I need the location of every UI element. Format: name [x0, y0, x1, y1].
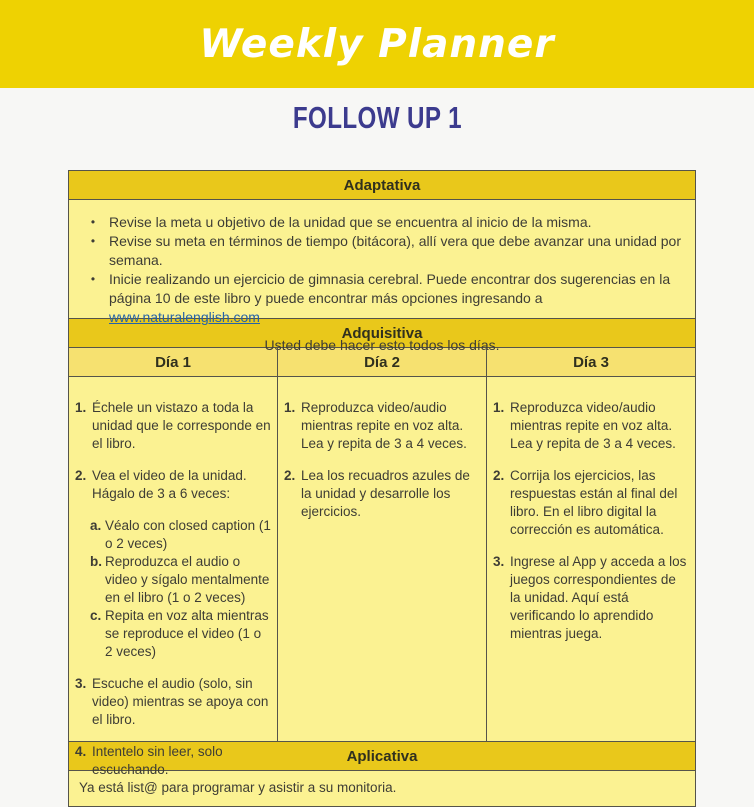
- daily-reminder-note: Usted debe hacer esto todos los días.: [264, 337, 500, 353]
- section-header-adaptativa: Adaptativa: [69, 171, 695, 200]
- day-header-row: [69, 348, 695, 377]
- task-item: [284, 467, 480, 521]
- task-text: Repita en voz alta mientras se reproduce el video (1 o 2 veces): [105, 608, 269, 659]
- bullet-text-pre: Inicie realizando un ejercicio de gimnasia cerebral. Puede encontrar dos sugerencias en la página 10 de este libro y puede encontrar más opciones ingresando a: [109, 271, 671, 306]
- bullet-item: [81, 213, 683, 232]
- day-2-column: [278, 377, 487, 741]
- task-item: [75, 553, 271, 607]
- task-marker: 2.: [75, 468, 87, 483]
- task-item: [75, 607, 271, 661]
- task-marker: 1.: [75, 400, 87, 415]
- task-text: Escuche el audio (solo, sin video) mientras se apoya con el libro.: [92, 676, 269, 727]
- task-marker: 2.: [493, 468, 505, 483]
- bullet-item: [81, 232, 683, 270]
- day-2-header: Día 2: [278, 348, 487, 376]
- task-item: [75, 743, 271, 779]
- task-text: Ingrese al App y acceda a los juegos correspondientes de la unidad. Aquí está verificando lo aprendido mientras juega.: [510, 554, 687, 641]
- day-1-column: [69, 377, 278, 777]
- task-marker: 4.: [75, 744, 87, 759]
- bullet-icon: •: [90, 215, 96, 229]
- task-text: Échele un vistazo a toda la unidad que le corresponde en el libro.: [92, 400, 271, 451]
- task-text: Reproduzca video/audio mientras repite en voz alta. Lea y repita de 3 a 4 veces.: [301, 400, 467, 451]
- task-marker: 3.: [75, 676, 87, 691]
- task-text: Reproduzca video/audio mientras repite en voz alta. Lea y repita de 3 a 4 veces.: [510, 400, 676, 451]
- header-banner: [0, 0, 754, 88]
- aplicativa-note: Ya está list@ para programar y asistir a su monitoria.: [79, 780, 397, 795]
- task-marker: 1.: [493, 400, 505, 415]
- naturalenglish-link[interactable]: www.naturalenglish.com: [109, 309, 260, 325]
- planner-table: [68, 170, 696, 807]
- task-item: [493, 553, 689, 643]
- bullet-icon: •: [90, 234, 96, 248]
- task-marker: a.: [90, 518, 102, 533]
- task-marker: 2.: [284, 468, 296, 483]
- site-title: Weekly Planner: [199, 21, 555, 67]
- task-item: [493, 399, 689, 453]
- bullet-icon: •: [90, 272, 96, 286]
- task-text: Vea el video de la unidad. Hágalo de 3 a 6 veces:: [92, 468, 247, 501]
- section-header-adquisitiva: Adquisitiva: [69, 319, 695, 348]
- bullet-text: [109, 270, 683, 327]
- task-item: [284, 399, 480, 453]
- task-marker: 1.: [284, 400, 296, 415]
- bullet-text: Revise la meta u objetivo de la unidad que se encuentra al inicio de la misma.: [109, 214, 592, 230]
- day-3-header: Día 3: [573, 353, 609, 371]
- task-item: [75, 675, 271, 729]
- task-text: Corrija los ejercicios, las respuestas están al final del libro. En el libro digital la corrección es automática.: [510, 468, 678, 537]
- bullet-text: Revise su meta en términos de tiempo (bitácora), allí vera que debe avanzar una unidad por semana.: [109, 233, 681, 268]
- section-header-aplicativa: Aplicativa: [69, 742, 695, 771]
- page-title-wrap: [0, 100, 754, 136]
- task-text: Reproduzca el audio o video y sígalo mentalmente en el libro (1 o 2 veces): [105, 554, 270, 605]
- task-item: [493, 467, 689, 539]
- task-text: Véalo con closed caption (1 o 2 veces): [105, 518, 271, 551]
- bullet-list: [81, 213, 683, 270]
- task-marker: b.: [90, 554, 102, 569]
- task-item: [75, 517, 271, 553]
- task-item: [75, 467, 271, 503]
- bullet-item: [81, 270, 683, 327]
- day-1-header: Día 1: [69, 348, 278, 376]
- task-marker: 3.: [493, 554, 505, 569]
- page-title: FOLLOW UP 1: [292, 100, 462, 135]
- task-text: Intentelo sin leer, solo escuchando.: [92, 744, 223, 777]
- task-marker: c.: [90, 608, 102, 623]
- task-item: [75, 399, 271, 453]
- task-text: Lea los recuadros azules de la unidad y desarrolle los ejercicios.: [301, 468, 470, 519]
- day-3-column: [487, 377, 695, 741]
